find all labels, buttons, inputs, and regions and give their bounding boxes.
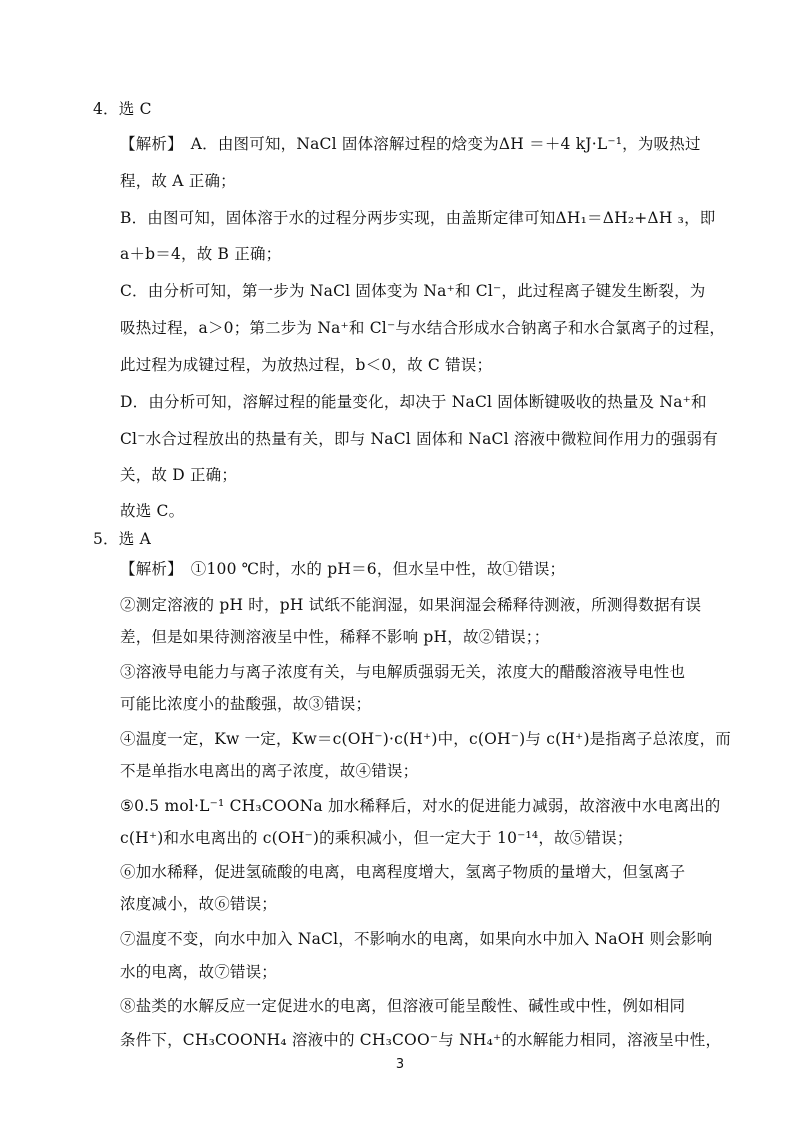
q5-line: ⑤0.5 mol·L⁻¹ CH₃COONa 加水稀释后，对水的促进能力减弱，故溶液中水电离出的 [120, 797, 721, 815]
q4-heading: 4．选 C [93, 100, 152, 118]
q4-line: a＋b＝4，故 B 正确； [120, 245, 282, 263]
q5-line: ④温度一定，Kw 一定，Kw＝c(OH⁻)·c(H⁺)中，c(OH⁻)与 c(H⁺)是指离子总浓度，而 [120, 730, 731, 748]
q5-line: 差，但是如果待测溶液呈中性，稀释不影响 pH，故②错误；； [120, 628, 550, 646]
q5-line: ⑦温度不变，向水中加入 NaCl，不影响水的电离，如果向水中加入 NaOH 则会影响 [120, 930, 713, 948]
q4-line: 关，故 D 正确； [120, 466, 238, 484]
q5-line: ⑥加水稀释，促进氢硫酸的电离，电离程度增大，氢离子物质的量增大，但氢离子 [120, 863, 686, 881]
q5-heading: 5．选 A [93, 530, 151, 548]
q4-line: D．由分析可知，溶解过程的能量变化，却决于 NaCl 固体断键吸收的热量及 Na⁺和 [120, 393, 707, 411]
q5-line: 【解析】 ①100 ℃时，水的 pH＝6，但水呈中性，故①错误； [120, 560, 566, 578]
q4-conclusion: 故选 C。 [120, 502, 185, 520]
q5-line: ⑧盐类的水解反应一定促进水的电离，但溶液可能呈酸性、碱性或中性，例如相同 [120, 997, 686, 1015]
q4-line: 程，故 A 正确； [120, 172, 236, 190]
q4-line: B．由图可知，固体溶于水的过程分两步实现，由盖斯定律可知ΔH₁＝ΔH₂+ΔH ₃，即 [120, 209, 716, 227]
q5-line: 浓度减小，故⑥错误； [120, 895, 278, 913]
q5-line: 水的电离，故⑦错误； [120, 963, 278, 981]
q5-line: ③溶液导电能力与离子浓度有关，与电解质强弱无关，浓度大的醋酸溶液导电性也 [120, 663, 686, 681]
q5-line: c(H⁺)和水电离出的 c(OH⁻)的乘积减小，但一定大于 10⁻¹⁴，故⑤错误； [120, 829, 633, 847]
q4-line: Cl⁻水合过程放出的热量有关，即与 NaCl 固体和 NaCl 溶液中微粒间作用力的强弱有 [120, 430, 718, 448]
q4-line: C．由分析可知，第一步为 NaCl 固体变为 Na⁺和 Cl⁻，此过程离子键发生断裂，为 [120, 282, 706, 300]
q4-line: 此过程为成键过程，为放热过程，b＜0，故 C 错误； [120, 356, 493, 374]
page-number: 3 [395, 1057, 405, 1072]
q5-line: ②测定溶液的 pH 时，pH 试纸不能润湿，如果润湿会稀释待测液，所测得数据有误 [120, 596, 702, 614]
q5-line: 可能比浓度小的盐酸强，故③错误； [120, 695, 372, 713]
q4-line: 吸热过程，a＞0；第二步为 Na⁺和 Cl⁻与水结合形成水合钠离子和水合氯离子的过程， [120, 319, 726, 337]
q4-line: 【解析】 A．由图可知，NaCl 固体溶解过程的焓变为ΔH ＝＋4 kJ·L⁻¹，为吸热过 [120, 135, 701, 153]
q5-line: 不是单指水电离出的离子浓度，故④错误； [120, 762, 419, 780]
q5-line: 条件下，CH₃COONH₄ 溶液中的 CH₃COO⁻与 NH₄⁺的水解能力相同，溶液呈中性， [120, 1031, 722, 1049]
